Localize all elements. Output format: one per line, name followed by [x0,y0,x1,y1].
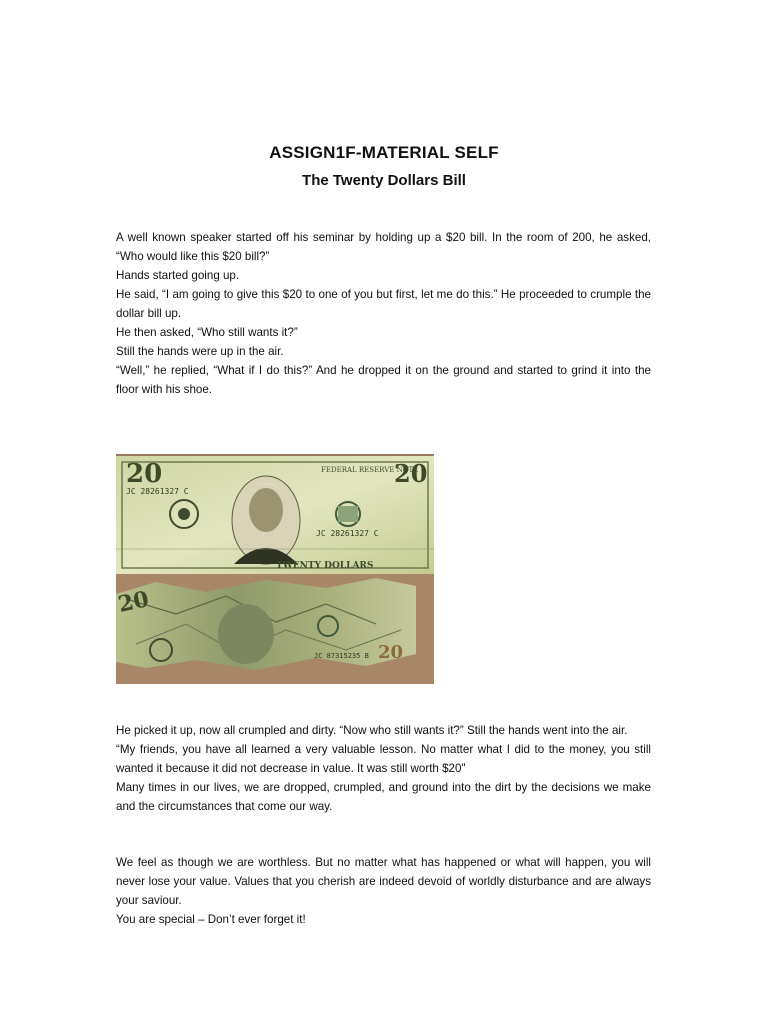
story-line: We feel as though we are worthless. But no matter what has happened or what will happen, you will never lose your value. Values that you cherish are indeed devoid of worldly disturbance and are always your saviour. [116,856,651,907]
portrait-face [249,488,283,532]
story-paragraph-block-1 [116,228,651,399]
story-line: You are special – Don’t ever forget it! [116,913,306,926]
story-line: Many times in our lives, we are dropped, crumpled, and ground into the dirt by the decisions we make and the circumstances that come our way. [116,781,651,813]
story-line: He then asked, “Who still wants it?” [116,326,298,339]
story-line: Still the hands were up in the air. [116,345,284,358]
serial-number: JC 28261327 C [126,487,189,496]
denomination-corner: 20 [378,642,404,663]
denomination-corner: 20 [116,586,152,618]
story-line: Hands started going up. [116,269,240,282]
flat-twenty-dollar-bill [116,456,434,574]
denomination-corner: 20 [126,459,163,489]
twenty-dollar-bills-photo [116,454,434,684]
document-subtitle: The Twenty Dollars Bill [302,172,466,189]
story-line: “Well,” he replied, “What if I do this?” And he dropped it on the ground and started to grind it into the floor with his shoe. [116,364,651,396]
story-line: “My friends, you have all learned a very valuable lesson. No matter what I did to the money, you still wanted it because it did not decrease in value. It was still worth $20" [116,743,651,775]
story-line: He picked it up, now all crumpled and dirty. “Now who still wants it?” Still the hands went into the air. [116,724,628,737]
story-line: A well known speaker started off his seminar by holding up a $20 bill. In the room of 200, he asked, “Who would like this $20 bill?” [116,231,651,263]
story-paragraph-block-3 [116,853,651,929]
story-line: He said, “I am going to give this $20 to one of you but first, let me do this.” He proceeded to crumple the dollar bill up. [116,288,651,320]
serial-number: JC 28261327 C [316,529,379,538]
crumpled-twenty-dollar-bill [116,578,416,670]
bill-bottom-text: TWENTY DOLLARS [276,561,374,571]
bill-header-text: FEDERAL RESERVE NOTE [321,466,419,474]
portrait-face [218,604,274,664]
document-title: ASSIGN1F-MATERIAL SELF [269,143,499,162]
denomination-corner: 20 [394,459,428,488]
story-paragraph-block-2 [116,721,651,816]
serial-number: JC 87315235 B [314,652,369,660]
